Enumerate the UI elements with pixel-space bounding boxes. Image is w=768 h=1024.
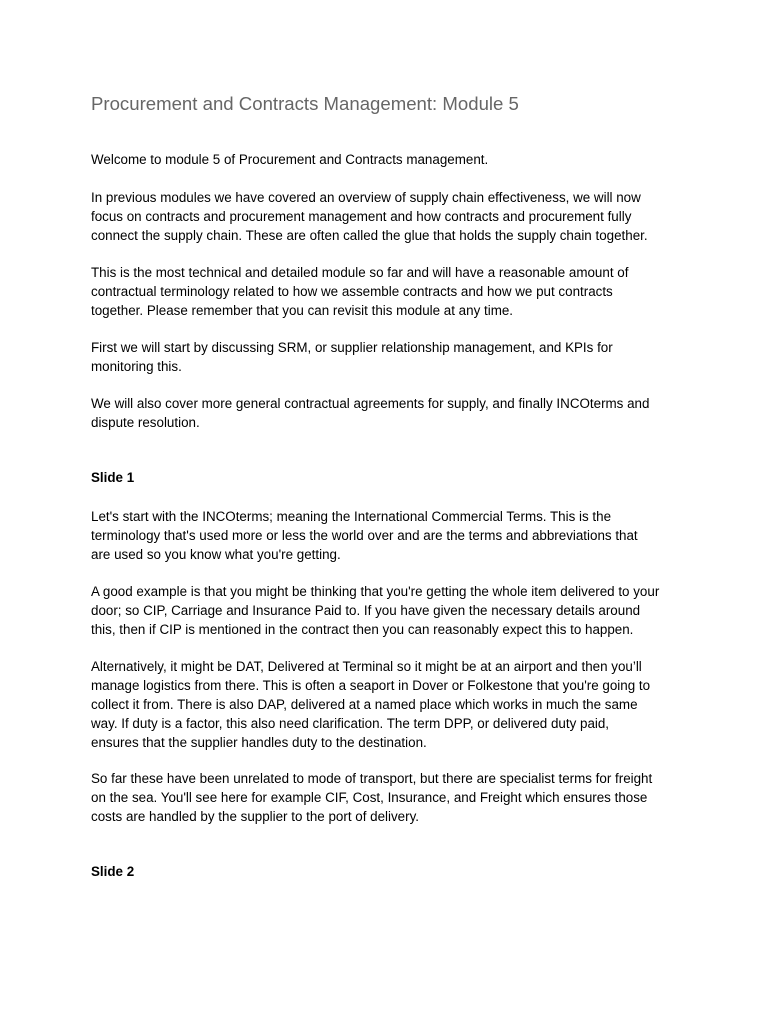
text-line: In previous modules we have covered an overview of supply chain effectiveness, we will now <box>91 190 641 205</box>
text-line: A good example is that you might be thinking that you're getting the whole item delivered to your <box>91 584 660 599</box>
text-line: are used so you know what you're getting. <box>91 547 341 562</box>
text-line: costs are handled by the supplier to the port of delivery. <box>91 809 420 824</box>
slide-1-paragraph-dat-dap <box>91 657 691 752</box>
intro-paragraph-welcome <box>91 150 691 169</box>
slide-1-paragraph-incoterms <box>91 507 691 564</box>
text-line: This is the most technical and detailed module so far and will have a reasonable amount of <box>91 265 629 280</box>
text-line: Alternatively, it might be DAT, Delivered at Terminal so it might be at an airport and then you’ll <box>91 659 642 674</box>
text-line: manage logistics from there. This is often a seaport in Dover or Folkestone that you're going to <box>91 678 651 693</box>
slide-1-heading: Slide 1 <box>91 470 135 485</box>
text-line: this, then if CIP is mentioned in the contract then you can reasonably expect this to happen. <box>91 622 634 637</box>
text-line: Welcome to module 5 of Procurement and Contracts management. <box>91 152 489 167</box>
text-line: together. Please remember that you can revisit this module at any time. <box>91 303 514 318</box>
document-title: Procurement and Contracts Management: Module 5 <box>91 93 519 114</box>
text-line: way. If duty is a factor, this also need clarification. The term DPP, or delivered duty paid, <box>91 716 610 731</box>
text-line: ensures that the supplier handles duty to the destination. <box>91 735 427 750</box>
text-line: collect it from. There is also DAP, delivered at a named place which works in much the same <box>91 697 638 712</box>
text-line: door; so CIP, Carriage and Insurance Paid to. If you have given the necessary details around <box>91 603 641 618</box>
text-line: So far these have been unrelated to mode of transport, but there are specialist terms for freight <box>91 771 653 786</box>
text-line: terminology that's used more or less the world over and are the terms and abbreviations that <box>91 528 638 543</box>
intro-paragraph-previous-modules <box>91 188 691 245</box>
slide-2-heading: Slide 2 <box>91 864 135 879</box>
text-line: dispute resolution. <box>91 415 200 430</box>
slide-1-paragraph-cif <box>91 769 691 826</box>
intro-paragraph-technical-module <box>91 263 691 320</box>
intro-paragraph-incoterms-overview <box>91 394 691 432</box>
text-line: connect the supply chain. These are often called the glue that holds the supply chain together. <box>91 228 648 243</box>
intro-paragraph-srm <box>91 338 691 376</box>
text-line: focus on contracts and procurement management and how contracts and procurement fully <box>91 209 632 224</box>
slide-1-paragraph-cip <box>91 582 691 639</box>
text-line: Let's start with the INCOterms; meaning the International Commercial Terms. This is the <box>91 509 612 524</box>
text-line: contractual terminology related to how we assemble contracts and how we put contracts <box>91 284 613 299</box>
text-line: on the sea. You'll see here for example CIF, Cost, Insurance, and Freight which ensures those <box>91 790 648 805</box>
text-line: First we will start by discussing SRM, or supplier relationship management, and KPIs for <box>91 340 613 355</box>
text-line: monitoring this. <box>91 359 182 374</box>
text-line: We will also cover more general contractual agreements for supply, and finally INCOterms and <box>91 396 650 411</box>
